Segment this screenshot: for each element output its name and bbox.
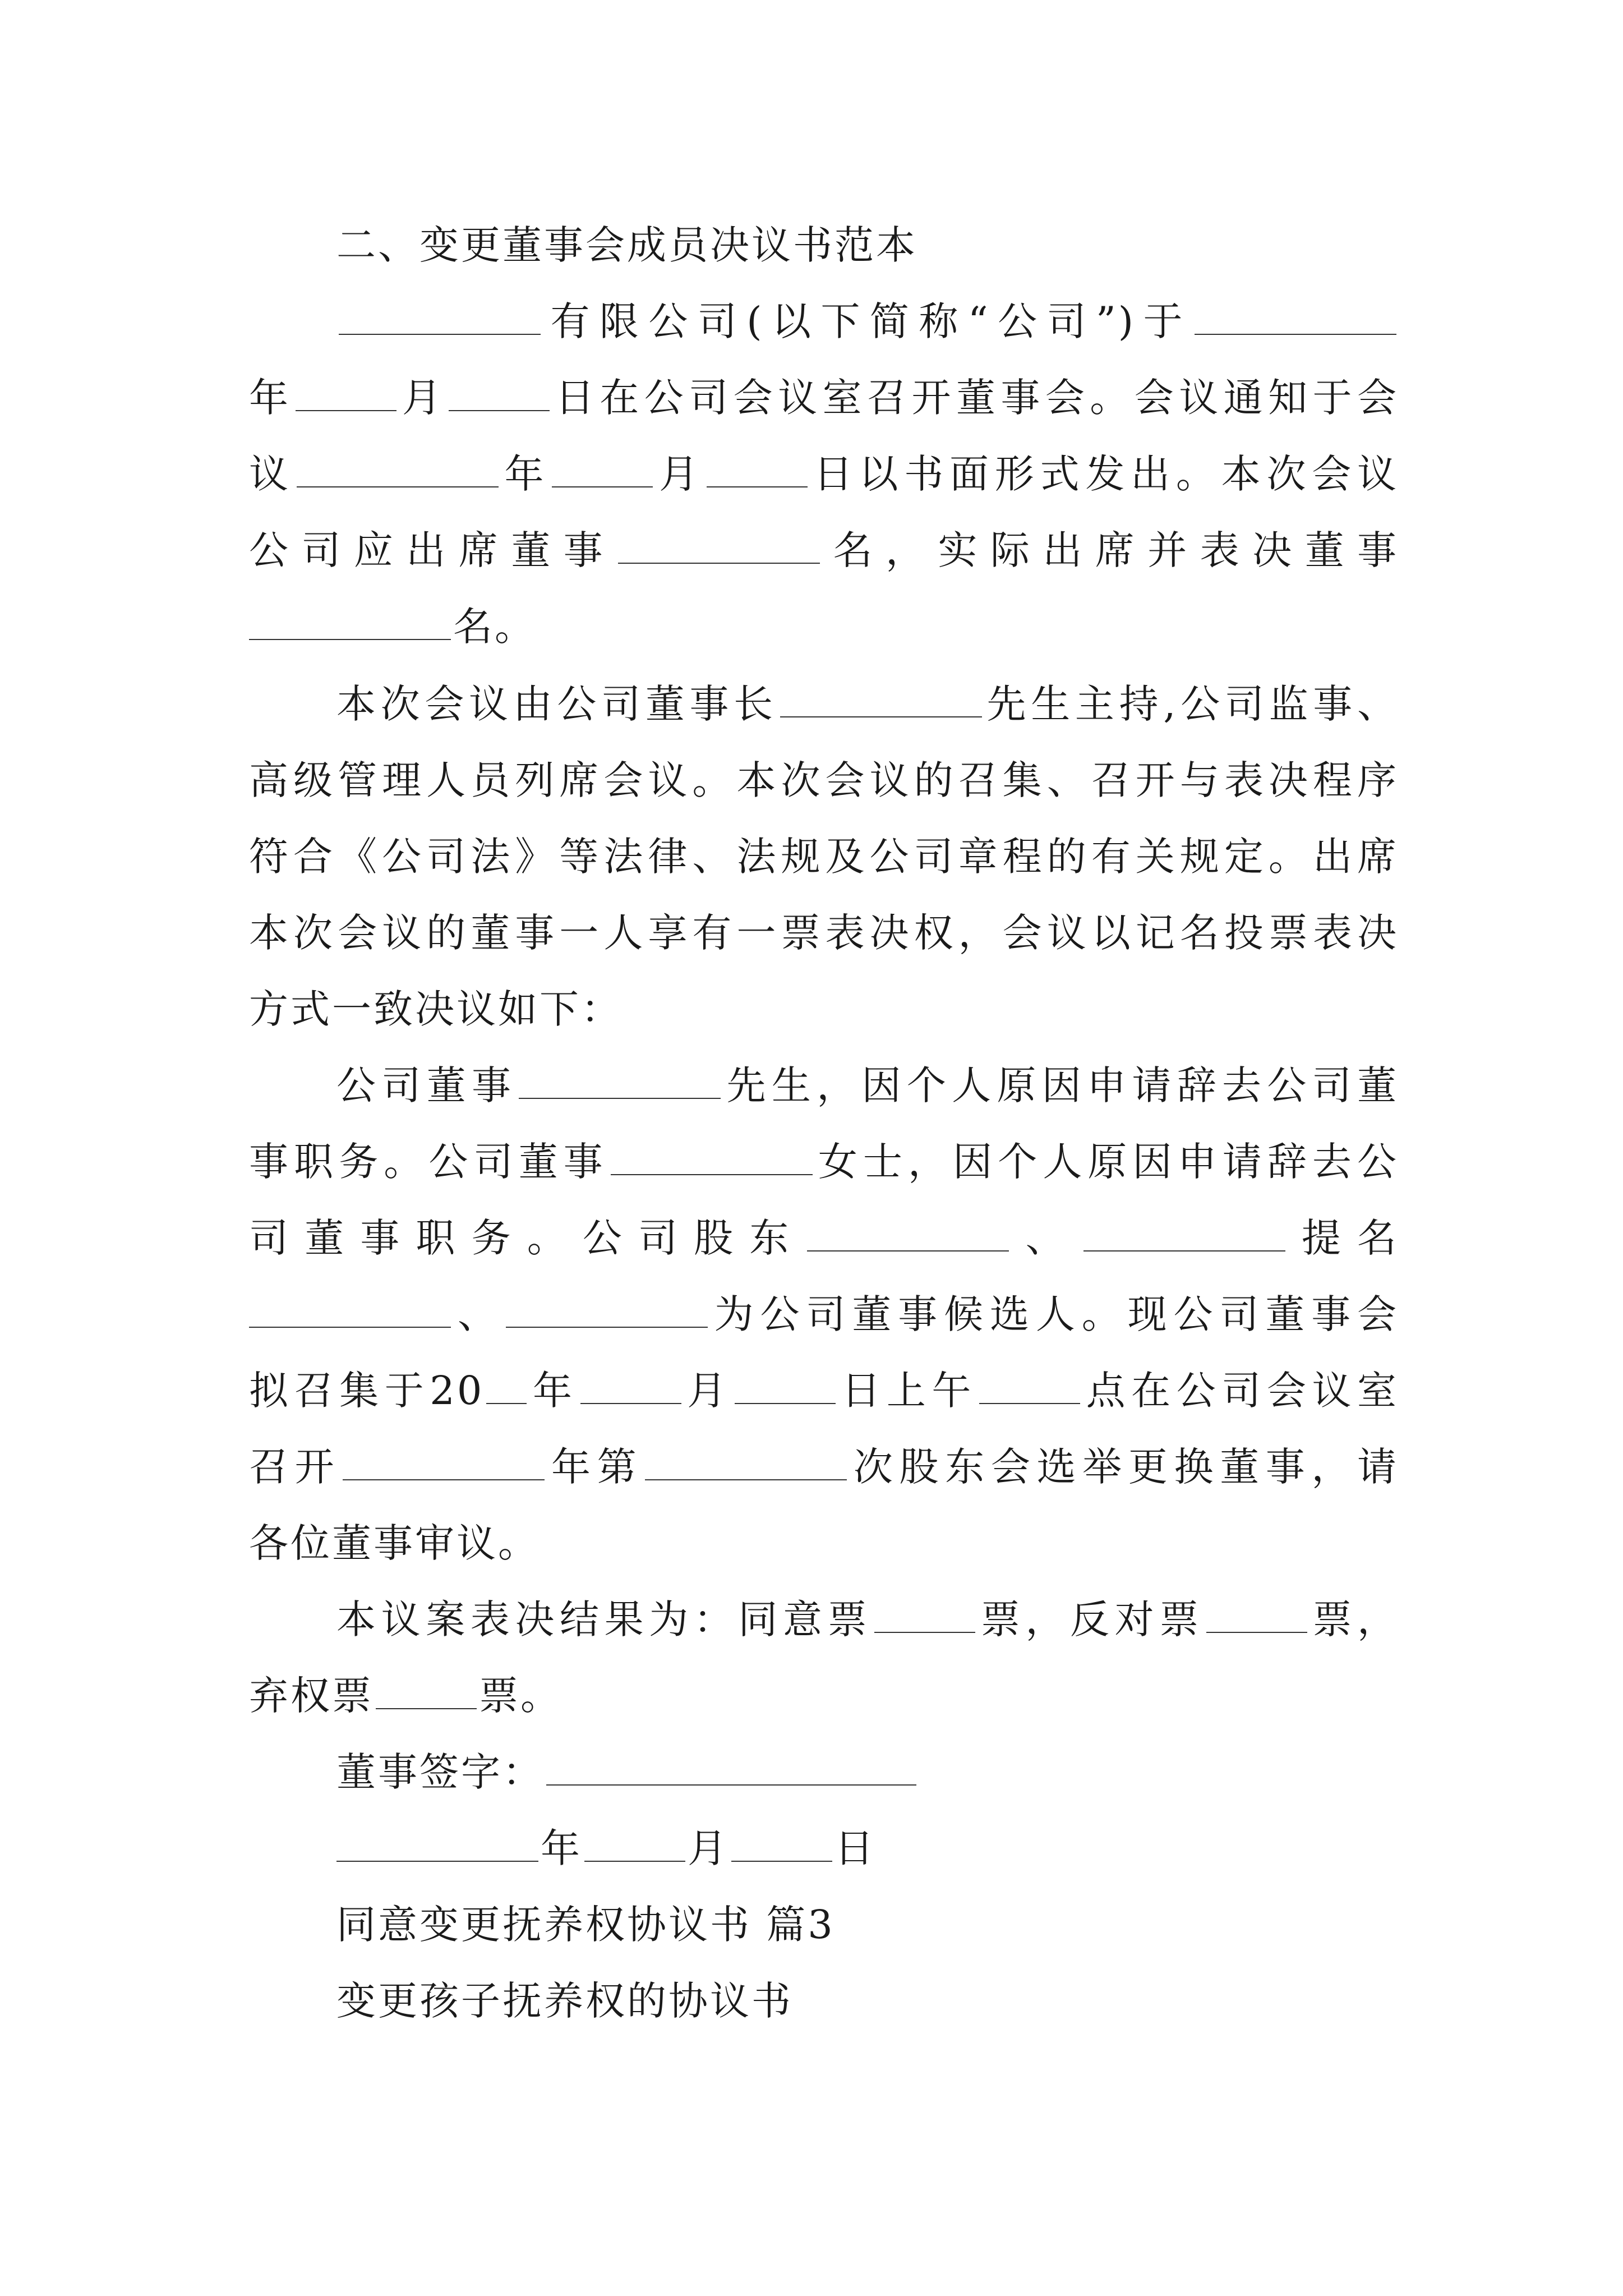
blank (552, 447, 653, 487)
signature-line (336, 1736, 1399, 1809)
meeting-date-blank (1195, 295, 1396, 335)
blank (1206, 1593, 1307, 1633)
blank (731, 1821, 832, 1862)
vote-results-line-2: 弃权票 票。 (249, 1659, 1399, 1732)
signature-blank (546, 1745, 916, 1786)
blank (336, 1821, 538, 1862)
blank (1083, 1211, 1285, 1251)
blank (580, 1364, 681, 1404)
paragraph-2-line-1: 本次会议由公司董事长 先生主持,公司监事、 (336, 668, 1399, 740)
blank (519, 1059, 721, 1099)
blank (486, 1364, 527, 1404)
blank (296, 371, 396, 411)
company-name-blank (339, 295, 541, 335)
blank (707, 447, 808, 487)
paragraph-3-line-6: 召开 年第 次股东会选举更换董事，请 (249, 1430, 1399, 1503)
heading-text: 二、变更董事会成员决议书范本 (336, 222, 917, 268)
blank (584, 1821, 685, 1862)
paragraph-2-line-4: 本次会议的董事一人享有一票表决权，会议以记名投票表决 (249, 910, 1399, 956)
signature-date-line: 年 月 日 (336, 1812, 1399, 1885)
blank (611, 1135, 813, 1175)
paragraph-1-line-5: 名。 (249, 590, 1399, 663)
paragraph-3-line-5: 拟召集于20 年 月 日上午 点在公司会议室 (249, 1354, 1399, 1427)
blank (376, 1669, 477, 1709)
blank (807, 1211, 1009, 1251)
chairman-name-blank (780, 677, 982, 717)
paragraph-3-line-2: 事职务。公司董事 女士，因个人原因申请辞去公 (249, 1125, 1399, 1198)
paragraph-3-line-3: 司董事职务。公司股东 、 提名 (249, 1202, 1399, 1274)
paragraph-3-line-1: 公司董事 先生，因个人原因申请辞去公司董 (336, 1049, 1399, 1122)
paragraph-3-line-7: 各位董事审议。 (249, 1520, 540, 1566)
blank (249, 1287, 451, 1328)
blank (343, 1440, 545, 1480)
next-section-subheading: 变更孩子抚养权的协议书 (336, 1978, 793, 2024)
blank (979, 1364, 1080, 1404)
paragraph-2-line-2: 高级管理人员列席会议。本次会议的召集、召开与表决程序 (249, 757, 1399, 803)
blank (645, 1440, 847, 1480)
blank (618, 523, 820, 564)
blank (297, 447, 499, 487)
paragraph-1-line-1: 有限公司(以下简称“公司”)于 (336, 285, 1399, 358)
paragraph-1-line-2: 年 月 日在公司会议室召开董事会。会议通知于会 (249, 361, 1399, 434)
signature-label: 董事签字： (336, 1749, 544, 1795)
blank (449, 371, 550, 411)
blank (249, 600, 451, 640)
document-heading (336, 209, 1399, 282)
paragraph-1-line-4: 公司应出席董事 名，实际出席并表决董事 (249, 514, 1399, 587)
next-section-heading: 同意变更抚养权协议书 篇3 (336, 1902, 835, 1948)
blank (735, 1364, 836, 1404)
blank (874, 1593, 975, 1633)
paragraph-2-line-5: 方式一致决议如下： (249, 986, 623, 1032)
paragraph-1-line-3: 议 年 月 日以书面形式发出。本次会议 (249, 438, 1399, 510)
paragraph-2-line-3: 符合《公司法》等法律、法规及公司章程的有关规定。出席 (249, 834, 1399, 880)
vote-results-line-1: 本议案表决结果为：同意票 票，反对票 票， (336, 1583, 1399, 1656)
blank (506, 1287, 708, 1328)
paragraph-3-line-4: 、 为公司董事候选人。现公司董事会 (249, 1278, 1399, 1351)
